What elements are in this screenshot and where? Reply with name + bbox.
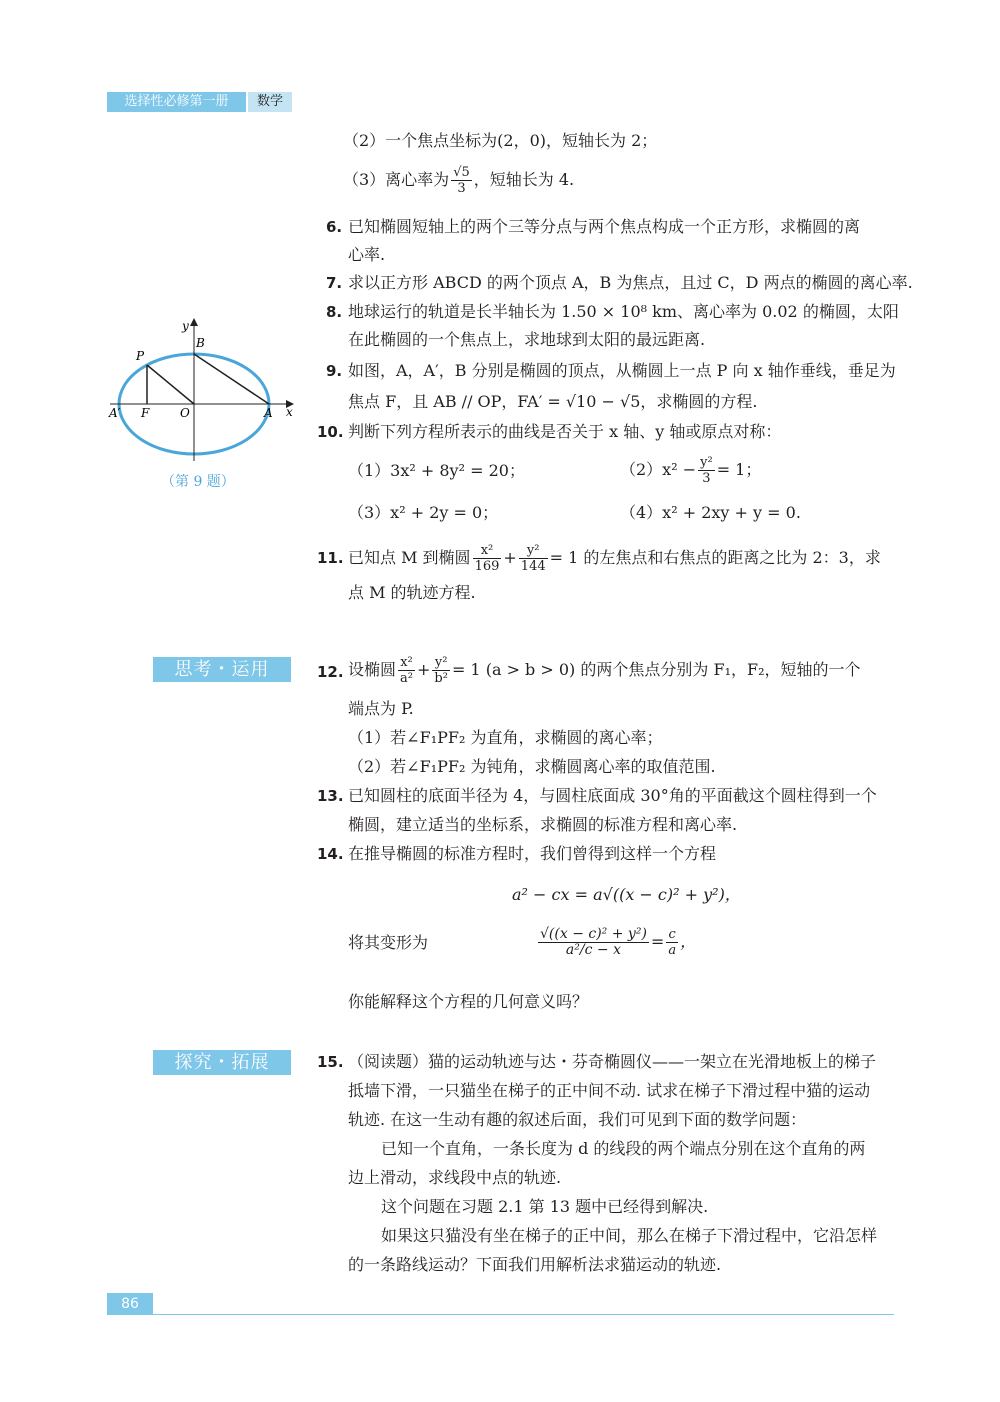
q11-a: 已知点 M 到椭圆 (348, 548, 471, 567)
subject-label: 数学 (248, 92, 292, 112)
q6-line1: 已知椭圆短轴上的两个三等分点与两个焦点构成一个正方形，求椭圆的离 (348, 217, 861, 236)
q7-line1: 求以正方形 ABCD 的两个顶点 A，B 为焦点，且过 C，D 两点的椭圆的离心率. (348, 273, 913, 292)
q5-part2: （2）一个焦点坐标为(2，0)，短轴长为 2； (343, 131, 658, 150)
section-think-apply: 思考・运用 (153, 657, 291, 682)
q12-a: 设椭圆 (348, 660, 397, 679)
book-title: 选择性必修第一册 (107, 92, 246, 112)
q10-item2-a: （2）x² − (620, 460, 697, 479)
q6-line2: 心率. (348, 245, 386, 264)
q12-part2: （2）若∠F₁PF₂ 为钝角，求椭圆离心率的取值范围. (348, 757, 716, 776)
label-x: x (286, 405, 293, 419)
q15-line1: （阅读题）猫的运动轨迹与达・芬奇椭圆仪——一架立在光滑地板上的梯子 (348, 1052, 877, 1071)
q12-frac2 (432, 655, 450, 686)
q12-line2: 端点为 P. (348, 699, 414, 718)
section-explore-extend: 探究・拓展 (153, 1050, 291, 1075)
q5-fraction (451, 165, 472, 196)
q15-line3: 轨迹. 在这一生动有趣的叙述后面，我们可见到下面的数学问题： (348, 1110, 807, 1129)
q9-line2: 焦点 F，且 AB // OP，FA′ = √10 − √5，求椭圆的方程. (348, 392, 758, 411)
q10-item2-b: = 1； (716, 460, 762, 479)
q14-line3: 你能解释这个方程的几何意义吗？ (348, 992, 589, 1011)
q12-b: = 1 (a > b > 0) 的两个焦点分别为 F₁，F₂，短轴的一个 (451, 660, 861, 679)
q14-eq2-num: √((x − c)² + y²) (540, 926, 647, 942)
q5-frac-den: 3 (457, 181, 466, 196)
q5-part3 (343, 164, 574, 196)
q9-line1: 如图，A，A′，B 分别是椭圆的顶点，从椭圆上一点 P 向 x 轴作垂线，垂足为 (348, 361, 896, 380)
ellipse-figure (108, 316, 298, 466)
q11-number: 11. (317, 549, 344, 567)
q14-line2: 将其变形为 (348, 933, 429, 952)
q10-item4: （4）x² + 2xy + y = 0. (620, 503, 801, 522)
label-A-prime: A′ (109, 406, 121, 420)
q10-item1: （1）3x² + 8y² = 20； (348, 461, 525, 480)
q13-number: 13. (317, 787, 344, 805)
q11-f1-num: x² (473, 543, 502, 559)
q15-number: 15. (317, 1053, 344, 1071)
q14-eq2-den: a²/c − x (565, 942, 621, 958)
label-B: B (196, 336, 205, 350)
q13-line2: 椭圆，建立适当的坐标系，求椭圆的标准方程和离心率. (348, 815, 738, 834)
segment-OP (147, 365, 194, 404)
q11-frac2 (519, 543, 548, 574)
q10-frac-den: 3 (702, 471, 711, 486)
q15-line5: 边上滑动，求线段中点的轨迹. (348, 1168, 562, 1187)
label-O: O (180, 406, 190, 420)
q12-f1-den: a² (400, 671, 413, 686)
q10-number: 10. (317, 423, 344, 441)
q10-item2 (620, 454, 761, 486)
label-P: P (136, 349, 145, 363)
q14-eq2-rhs-den: a (668, 943, 677, 958)
footer-rule (107, 1314, 894, 1315)
y-axis-arrow (190, 318, 198, 326)
q14-eq2-rhs-fraction (666, 927, 678, 958)
q10-frac-num: y² (700, 455, 713, 470)
q13-line1: 已知圆柱的底面半径为 4，与圆柱底面成 30°角的平面截这个圆柱得到一个 (348, 786, 877, 805)
q12-line1 (348, 650, 861, 690)
q8-line1: 地球运行的轨道是长半轴长为 1.50 × 10⁸ km、离心率为 0.02 的椭圆，太阳 (348, 302, 899, 321)
q12-frac1 (398, 655, 415, 686)
q5-frac-num: √5 (453, 165, 470, 180)
q14-eq2-rhs-num: c (666, 927, 678, 943)
label-F: F (141, 406, 150, 420)
q7-number: 7. (326, 274, 343, 292)
q8-line2: 在此椭圆的一个焦点上，求地球到太阳的最远距离. (348, 330, 706, 349)
q14-equation1: a² − cx = a√((x − c)² + y²)， (512, 885, 741, 904)
q11-frac1 (473, 543, 502, 574)
q11-line2: 点 M 的轨迹方程. (348, 583, 476, 602)
q11-b: = 1 的左焦点和右焦点的距离之比为 2：3，求 (549, 548, 881, 567)
q14-number: 14. (317, 845, 344, 863)
q5-part3-text: （3）离心率为 (343, 170, 450, 189)
q15-line8: 的一条路线运动？下面我们用解析法求猫运动的轨迹. (348, 1255, 722, 1274)
q6-number: 6. (326, 218, 343, 236)
q12-number: 12. (317, 663, 344, 681)
q11-f1-den: 169 (474, 559, 500, 574)
q15-line6: 这个问题在习题 2.1 第 13 题中已经得到解决. (381, 1197, 709, 1216)
q9-number: 9. (326, 362, 343, 380)
q5-part3-tail: ，短轴长为 4. (473, 170, 575, 189)
q12-f2-den: b² (434, 671, 448, 686)
q10-item3: （3）x² + 2y = 0； (348, 503, 499, 522)
q12-f2-num: y² (432, 655, 450, 671)
q14-eq2-fraction (538, 927, 649, 958)
page-number: 86 (107, 1293, 153, 1315)
q11-plus: + (503, 548, 517, 567)
q15-line4: 已知一个直角，一条长度为 d 的线段的两个端点分别在这个直角的两 (381, 1139, 866, 1158)
q10-line1: 判断下列方程所表示的曲线是否关于 x 轴、y 轴或原点对称： (348, 422, 782, 441)
label-y: y (182, 319, 189, 333)
label-A: A (264, 406, 273, 420)
q12-part1: （1）若∠F₁PF₂ 为直角，求椭圆的离心率； (348, 728, 663, 747)
q11-line1 (348, 538, 881, 578)
q12-f1-num: x² (398, 655, 415, 671)
q14-line1: 在推导椭圆的标准方程时，我们曾得到这样一个方程 (348, 844, 717, 863)
q8-number: 8. (326, 303, 343, 321)
q12-plus: + (416, 660, 431, 679)
q14-eq2-end: ， (680, 932, 697, 951)
figure-caption: （第 9 题） (161, 474, 235, 490)
q14-equation2 (536, 918, 696, 966)
q15-line2: 抵墙下滑，一只猫坐在梯子的正中间不动. 试求在梯子下滑过程中猫的运动 (348, 1081, 871, 1100)
q14-eq2-equals: = (650, 932, 665, 951)
q10-fraction (698, 455, 715, 486)
q11-f2-den: 144 (520, 559, 546, 574)
q15-line7: 如果这只猫没有坐在梯子的正中间，那么在梯子下滑过程中，它沿怎样 (381, 1226, 878, 1245)
q11-f2-num: y² (519, 543, 548, 559)
